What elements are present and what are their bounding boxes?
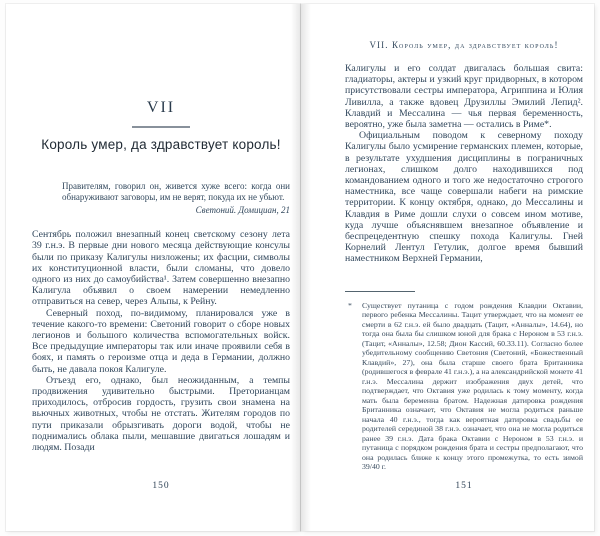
page-number-right: 151 <box>455 481 473 491</box>
footnote-rule-divider <box>345 291 415 292</box>
epigraph-attribution: Светоний. Домициан, 21 <box>195 204 290 215</box>
left-body-text <box>32 229 290 453</box>
paragraph: Калигулы и его солдат двигалась большая свита: гладиаторы, актеры и узкий круг придворных, в котором присутствовали сестры императора, Агриппина и Юлия Ливилла, а также вдовец Друзиллы Эмилий Лепид². Клавдий и Мессалина — чья первая беременность, вероятно, уже была заметна — остались в Риме*. <box>345 63 583 131</box>
chapter-title: Король умер, да здравствует король! <box>41 137 281 152</box>
page-left <box>6 4 300 531</box>
footnote-text: Существует путаница с годом рождения Клавдии Октавии, первого ребенка Мессалины. Тацит утверждает, что на момент ее смерти в 62 г.н.э. ей было двадцать (Тацит, «Анналы», 14.64), но тогда она была бы слишком юной для брака с Нероном в 53 г.н.э. (Тацит, «Анналы», 12.58; Дион Кассий, 60.33.11). Согласно более убедительному сообщению Светония (Светоний, «Божественный Клавдий», 27), она была старше своего брата Британника (родившегося в феврале 41 г.н.э.), а на александрийской монете 41 г.н.э. Мессалина держит изображения двух детей, что подтверждает, что Октавия уже родилась к тому моменту, когда мать была беременна братом. Надежная датировка рождения Британника означает, что Октавия не могла родиться раньше начала 40 г.н.э., тогда как вероятная датировка свадьбы ее родителей серединой 38 г.н.э. означает, что она не могла родиться ранее 39 г.н.э. Дата брака Октавии с Нероном в 53 г.н.э. и путаница с порядком рождения брата и сестры предполагают, что она родилась ближе к концу этого промежутка, то есть зимой 39/40 г. <box>362 300 583 472</box>
chapter-number: VII <box>146 99 176 116</box>
paragraph: Отъезд его, однако, был неожиданным, а темпы продвижения удивительно быстрыми. Преторианцам приходилось, отбросив гордость, грузить свои знамена на вьючных животных, чтобы не отстать. Жителям городов по пути приказали обрызгивать дороги водой, чтобы не поднимались облака пыли, мешавшие двигаться лошадям и людям. Позади <box>32 374 290 454</box>
paragraph: Официальным поводом к северному походу Калигулы было усмирение германских племен, которые, в результате ухудшения дисциплины в пограничных легионах, слишком долго находившихся под командованием одного и того же недостаточно строгого наместника, все чаще совершали набеги на римские территории. К концу октября, однако, до Мессалины и Клавдия в Риме дошли слухи о совсем ином мотиве, куда лучше объяснявшем внезапное объявление и беспрецедентную спешку похода Калигулы. Гней Корнелий Лентул Гетулик, долгое время бывший наместником Верхней Германии, <box>345 130 583 265</box>
right-body-text <box>345 63 583 265</box>
epigraph-text: Правителям, говорил он, живется хуже всего: когда они обнаруживают заговоры, им не верят, покуда их не убьют. <box>62 181 290 203</box>
chapter-rule-divider <box>132 126 190 128</box>
paragraph: Северный поход, по-видимому, планировался уже в течение какого-то времени: Светоний говорит о сборе новых легионов и большого количества вспомогательных войск. Все предыдущие императоры так или иначе проявили себя в боях, и память о героизме отца и деда в Германии, должно быть, не давала покоя Калигуле. <box>32 307 290 375</box>
page-right <box>301 4 594 531</box>
page-number-left: 150 <box>152 481 170 491</box>
footnote-marker: * <box>348 300 352 310</box>
footnote <box>345 301 583 472</box>
running-head: VII. Король умер, да здравствует король! <box>369 40 559 50</box>
paragraph: Сентябрь положил внезапный конец светскому сезону лета 39 г.н.э. В первые дни нового месяца действующие консулы были по приказу Калигулы низложены; их фасции, символы их конституционной власти, были сломаны, что довело одного из них до самоубийства¹. Затем совершенно внезапно Калигула объявил о своем намерении немедленно отправиться на север, через Альпы, к Рейну. <box>32 229 290 308</box>
